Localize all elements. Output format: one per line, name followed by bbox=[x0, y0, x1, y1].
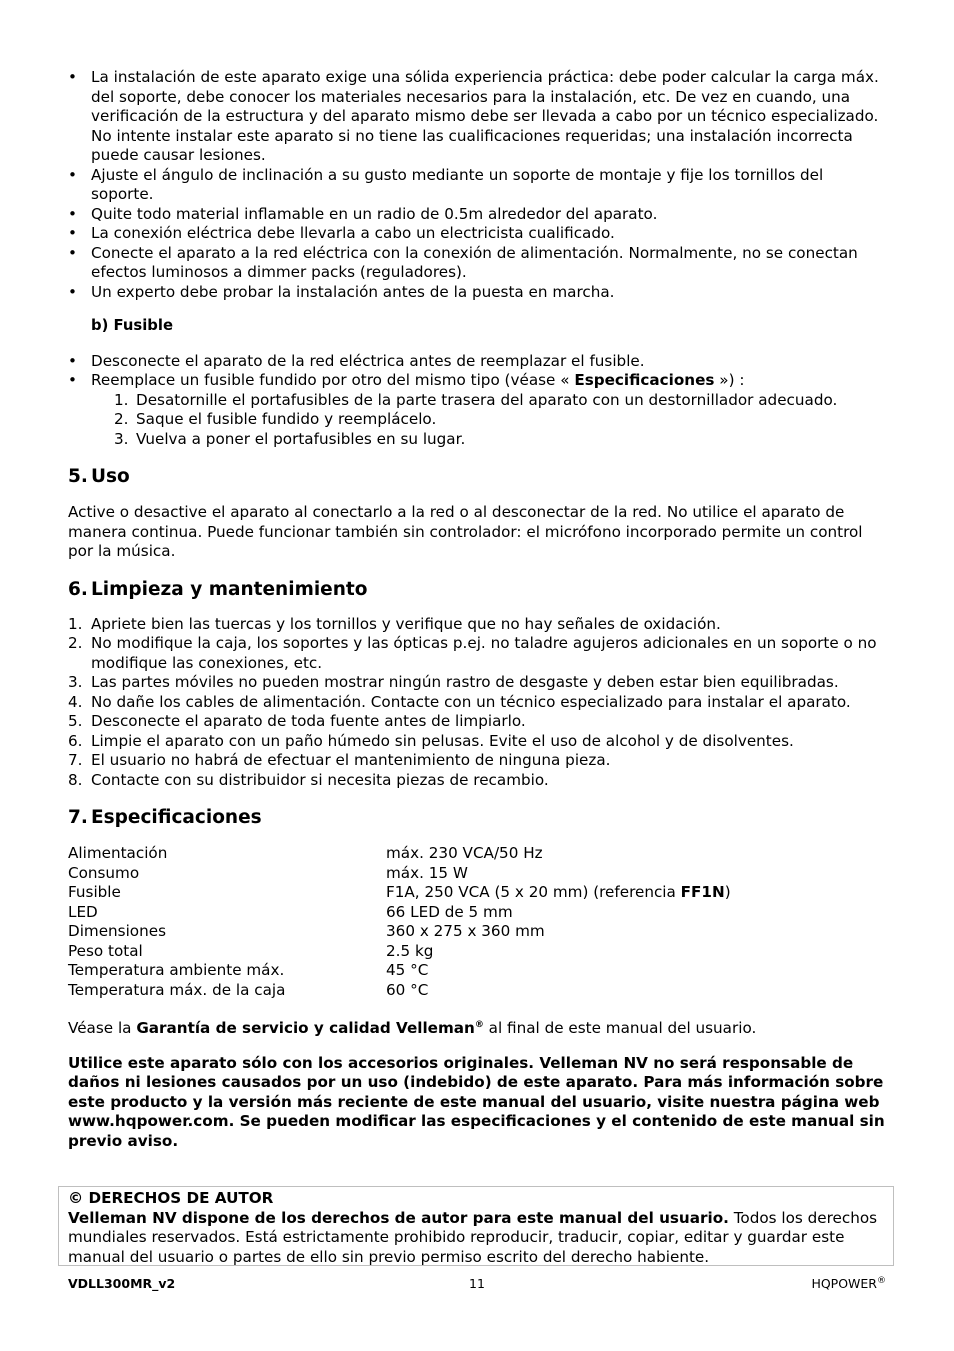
spec-value: 2.5 kg bbox=[386, 941, 434, 960]
spec-value: máx. 15 W bbox=[386, 863, 468, 882]
spec-value-text: F1A, 250 VCA (5 x 20 mm) (referencia bbox=[386, 883, 681, 901]
spec-value: 66 LED de 5 mm bbox=[386, 902, 513, 921]
step-number: 1. bbox=[114, 390, 129, 409]
fuse-steps bbox=[91, 391, 886, 450]
item-text: No modifique la caja, los soportes y las ópticas p.ej. no taladre agujeros adicionales en un soporte o no modifique las conexiones, etc. bbox=[91, 634, 877, 672]
item-text: Contacte con su distribuidor si necesita piezas de recambio. bbox=[91, 770, 549, 789]
list-item bbox=[68, 693, 886, 713]
step-text: Saque el fusible fundido y reemplácelo. bbox=[136, 410, 437, 428]
table-row bbox=[68, 903, 731, 923]
step-number: 3. bbox=[114, 429, 129, 448]
item-number: 1. bbox=[68, 614, 83, 633]
specs-reference: Especificaciones bbox=[574, 371, 715, 389]
warranty-pre: Véase la bbox=[68, 1019, 137, 1038]
copyright-text bbox=[68, 1209, 893, 1268]
fuse-list bbox=[68, 352, 886, 450]
step-text: Vuelva a poner el portafusibles en su lugar. bbox=[136, 429, 466, 448]
spec-label: Fusible bbox=[68, 883, 121, 901]
section-heading-limpieza bbox=[68, 578, 886, 602]
spec-label: Peso total bbox=[68, 941, 143, 960]
spec-label: LED bbox=[68, 902, 98, 921]
spec-value: 60 °C bbox=[386, 980, 429, 999]
uso-paragraph: Active o desactive el aparato al conectarlo a la red o al desconectar de la red. No utilice el aparato de manera continua. Puede funcionar también sin controlador: el micrófono incorporado permite un control por la música. bbox=[68, 503, 863, 560]
list-item: • Desconecte el aparato de la red eléctrica antes de reemplazar el fusible. bbox=[68, 352, 886, 372]
item-number: 4. bbox=[68, 692, 83, 711]
brand-registered-mark: ® bbox=[877, 1276, 886, 1286]
spec-value: 45 °C bbox=[386, 961, 429, 979]
specs-table bbox=[68, 844, 731, 1000]
spec-label: Temperatura máx. de la caja bbox=[68, 980, 286, 999]
list-item bbox=[68, 771, 886, 791]
item-text: Las partes móviles no pueden mostrar ningún rastro de desgaste y deben estar bien equilibradas. bbox=[91, 673, 839, 691]
list-item bbox=[68, 712, 886, 732]
fuse-step bbox=[114, 430, 886, 450]
brand-text: HQPOWER bbox=[811, 1276, 877, 1292]
item-text: Apriete bien las tuercas y los tornillos y verifique que no hay señales de oxidación. bbox=[91, 614, 721, 633]
spec-label: Alimentación bbox=[68, 844, 168, 862]
list-item bbox=[68, 732, 886, 752]
item-number: 3. bbox=[68, 673, 83, 691]
installation-list bbox=[68, 68, 886, 302]
usage-notice: Utilice este aparato sólo con los accesorios originales. Velleman NV no será responsable de daños ni lesiones causados por un uso (indebido) de este aparato. Para más información sobre este producto y la versión más reciente de este manual del usuario, visite nuestra página web www.hqpower.com. Se pueden modificar las especificaciones y el contenido de este manual sin previo aviso. bbox=[68, 1053, 885, 1150]
section-heading-uso bbox=[68, 465, 886, 489]
model-number: VDLL300MR_v2 bbox=[68, 1276, 176, 1291]
warranty-note bbox=[68, 1016, 886, 1039]
list-item: • Conecte el aparato a la red eléctrica con la conexión de alimentación. Normalmente, no se conectan efectos luminosos a dimmer packs (reguladores). bbox=[68, 244, 886, 283]
spec-value-bold: FF1N bbox=[680, 883, 725, 901]
copyright-body: Todos los derechos mundiales reservados. Está estrictamente prohibido reproducir, traducir, copiar, editar y guardar este manual del usuario o partes de ello sin previo permiso escrito del derecho habiente. bbox=[68, 1208, 878, 1266]
item-number: 6. bbox=[68, 731, 83, 750]
spec-label: Dimensiones bbox=[68, 922, 166, 940]
list-item bbox=[68, 634, 886, 673]
item-number: 8. bbox=[68, 770, 83, 789]
copyright-bold: Velleman NV dispone de los derechos de autor para este manual del usuario. bbox=[68, 1208, 729, 1227]
item-text: Desconecte el aparato de toda fuente antes de limpiarlo. bbox=[91, 712, 526, 730]
fuse-subheading: b) Fusible bbox=[91, 317, 173, 334]
fuse-bullet-tail: ») : bbox=[714, 371, 745, 389]
copyright-box bbox=[58, 1186, 894, 1266]
item-text: El usuario no habrá de efectuar el mantenimiento de ninguna pieza. bbox=[91, 751, 611, 769]
step-text: Desatornille el portafusibles de la parte trasera del aparato con un destornillador adecuado. bbox=[136, 390, 838, 409]
list-item: • Quite todo material inflamable en un radio de 0.5m alrededor del aparato. bbox=[68, 205, 886, 225]
brand-name bbox=[811, 1276, 886, 1291]
fuse-step bbox=[114, 391, 886, 411]
item-text: Limpie el aparato con un paño húmedo sin pelusas. Evite el uso de alcohol y de disolventes. bbox=[91, 731, 794, 750]
section-number: 6. bbox=[68, 578, 88, 600]
spec-label: Temperatura ambiente máx. bbox=[68, 961, 285, 979]
page-number: 11 bbox=[469, 1276, 485, 1291]
spec-value-tail: ) bbox=[724, 883, 731, 901]
table-row bbox=[68, 922, 731, 942]
spec-value: máx. 230 VCA/50 Hz bbox=[386, 844, 543, 862]
table-row bbox=[68, 981, 731, 1001]
copyright-title: © DERECHOS DE AUTOR bbox=[68, 1189, 274, 1207]
list-item bbox=[68, 751, 886, 771]
item-text: No dañe los cables de alimentación. Contacte con un técnico especializado para instalar el aparato. bbox=[91, 692, 851, 711]
list-item: • La instalación de este aparato exige una sólida experiencia práctica: debe poder calcular la carga máx. del soporte, debe conocer los materiales necesarios para la instalación, etc. De vez en cuando, una verificación de la estructura y del aparato mismo debe ser llevada a cabo por un técnico especializado. No intente instalar este aparato si no tiene las cualificaciones requeridas; una instalación incorrecta puede causar lesiones. bbox=[68, 68, 886, 166]
list-item: • La conexión eléctrica debe llevarla a cabo un electricista cualificado. bbox=[68, 224, 886, 244]
section-number: 7. bbox=[68, 807, 88, 828]
table-row bbox=[68, 961, 731, 981]
section-title: Especificaciones bbox=[91, 807, 262, 828]
item-number: 7. bbox=[68, 751, 83, 769]
table-row bbox=[68, 942, 731, 962]
item-number: 5. bbox=[68, 712, 83, 730]
section-number: 5. bbox=[68, 466, 88, 487]
spec-value: 360 x 275 x 360 mm bbox=[386, 922, 545, 940]
section-title: Limpieza y mantenimiento bbox=[91, 578, 368, 600]
page-content bbox=[68, 68, 886, 1151]
step-number: 2. bbox=[114, 410, 129, 428]
list-item bbox=[68, 673, 886, 693]
maintenance-list bbox=[68, 615, 886, 791]
warranty-post: al final de este manual del usuario. bbox=[483, 1019, 757, 1038]
list-item bbox=[68, 615, 886, 635]
list-item: • Un experto debe probar la instalación antes de la puesta en marcha. bbox=[68, 283, 886, 303]
table-row bbox=[68, 844, 731, 864]
table-row bbox=[68, 864, 731, 884]
fuse-bullet-text: Reemplace un fusible fundido por otro del mismo tipo (véase « bbox=[91, 371, 575, 389]
registered-mark: ® bbox=[474, 1020, 484, 1030]
item-number: 2. bbox=[68, 634, 83, 652]
spec-label: Consumo bbox=[68, 863, 140, 882]
list-item: • Ajuste el ángulo de inclinación a su gusto mediante un soporte de montaje y fije los tornillos del soporte. bbox=[68, 166, 886, 205]
table-row bbox=[68, 883, 731, 903]
section-title: Uso bbox=[91, 466, 130, 487]
spec-value bbox=[386, 883, 731, 903]
warranty-bold: Garantía de servicio y calidad Velleman bbox=[136, 1019, 475, 1038]
section-heading-specs bbox=[68, 806, 886, 830]
list-item bbox=[68, 371, 886, 449]
fuse-step bbox=[114, 410, 886, 430]
